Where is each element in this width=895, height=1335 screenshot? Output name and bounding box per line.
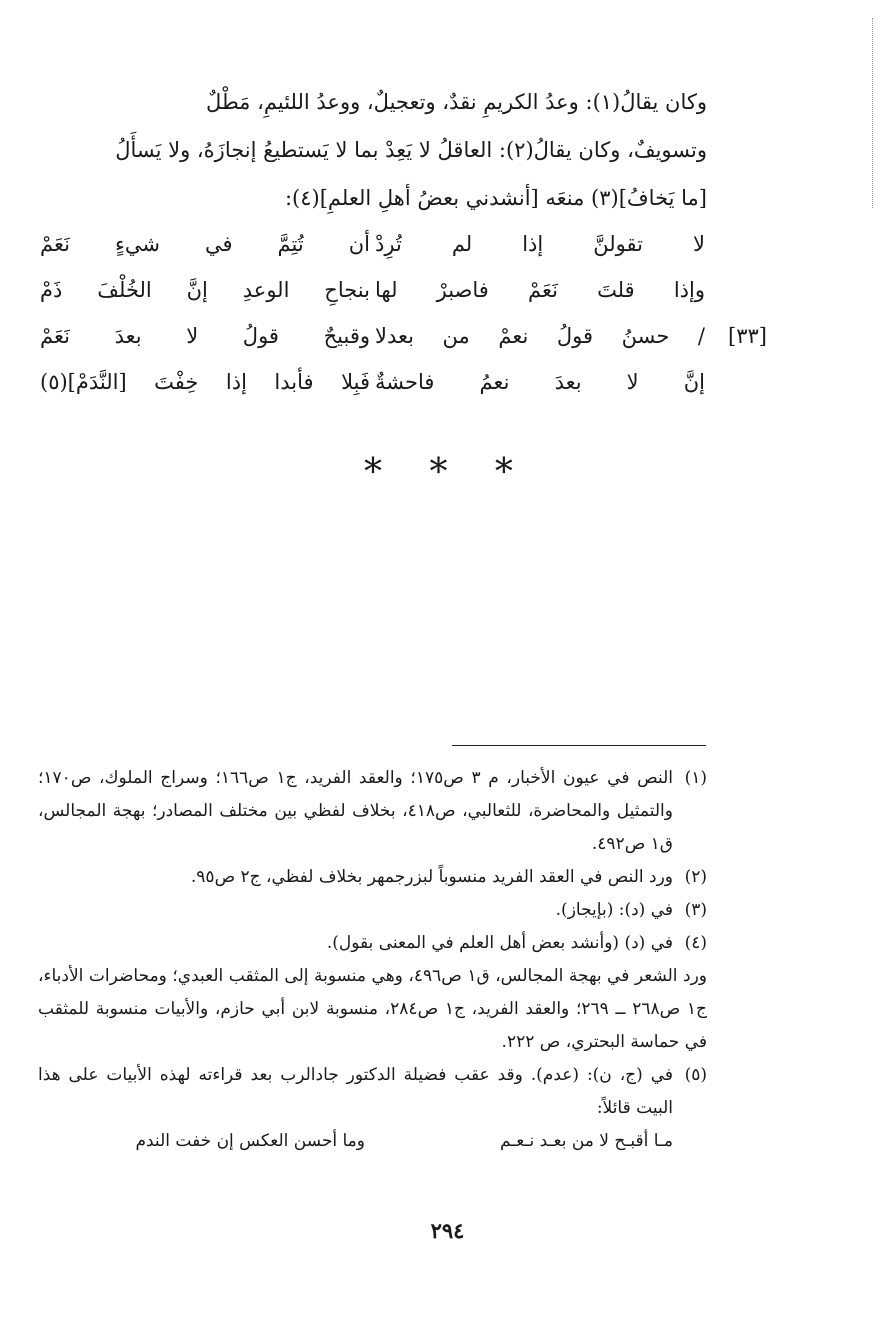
verse-first-hemistich: وإذا قلتَ نَعَمْ فاصبرْ لها [375, 278, 705, 302]
footnote [38, 861, 707, 894]
footnote-text: في (د) (وأنشد بعض أهل العلم في المعنى بقول). [326, 933, 673, 953]
footnote-verse [38, 1125, 707, 1161]
footnote [38, 894, 707, 927]
verse-second-hemistich: وقبيحٌ قولُ لا بعدَ نَعَمْ [40, 324, 370, 348]
poem-verse [40, 370, 705, 416]
footnote-verse-first: مـا أقبـح لا من بعـد نـعـم [499, 1131, 673, 1151]
page-number: ٢٩٤ [430, 1218, 465, 1243]
footnote-number: (٣) [684, 900, 707, 920]
verse-second-hemistich: أن تُتِمَّ في شيءٍ نَعَمْ [40, 232, 370, 256]
footnote-rule [452, 745, 706, 746]
verse-second-hemistich: بنجاحِ الوعدِ إنَّ الخُلْفَ ذَمْ [40, 278, 370, 302]
margin-scan-mark [872, 18, 874, 208]
footnote-number: (١) [684, 768, 707, 788]
prose-line: وكان يقالُ(١): وعدُ الكريمِ نقدٌ، وتعجيلٌ، ووعدُ اللئيمِ، مَطْلٌ [206, 90, 707, 114]
footnote [38, 1059, 707, 1125]
verse-first-hemistich: لا تقولنَّ إذا لم تُرِدْ [375, 232, 705, 256]
footnote [38, 927, 707, 960]
footnote-verse-second: وما أحسن العكس إن خفت الندم [135, 1131, 365, 1151]
footnote-number: (٢) [684, 867, 707, 887]
footnote-text: ورد الشعر في بهجة المجالس، ق١ ص٤٩٦، وهي منسوبة إلى المثقب العبدي؛ ومحاضرات الأدباء، ج١ ص٢٦٨ ــ ٢٦٩؛ والعقد الفريد، ج١ ص٢٨٤، منسوبة لابن أبي حازم، والأبيات منسوبة للمثقب في حماسة البحتري، ص ٢٢٢. [38, 966, 708, 1052]
footnotes [38, 762, 707, 1161]
verse-first-hemistich: إنَّ لا بعدَ نعمُ فاحشةٌ [375, 370, 705, 394]
manuscript-page-ref: [٣٣] [728, 324, 767, 348]
prose-line: [ما يَخافُ](٣) منعَه [أنشدني بعضُ أهلِ العلمِ](٤): [284, 186, 707, 210]
footnote-text: في (د): (بإيجاز). [555, 900, 673, 920]
poem-verse [40, 278, 705, 324]
poem [40, 232, 767, 416]
footnote [38, 762, 707, 861]
section-separator: * * * [364, 452, 531, 493]
prose-paragraph [40, 78, 707, 222]
footnote-number: (٤) [684, 933, 707, 953]
footnote-text: النص في عيون الأخبار، م ٣ ص١٧٥؛ والعقد الفريد، ج١ ص١٦٦؛ وسراج الملوك، ص١٧٠؛ والتمثيل والمحاضرة، للثعالبي، ص٤١٨، بخلاف لفظي بين مختلف المصادر؛ بهجة المجالس، ق١ ص٤٩٢. [38, 768, 673, 854]
verse-second-hemistich: فَبِلا فأبدا إذا خِفْتَ [النَّدَمْ](٥) [40, 370, 370, 394]
footnote-text: ورد النص في العقد الفريد منسوباً لبزرجمهر بخلاف لفظي، ج٢ ص٩٥. [190, 867, 673, 887]
poem-verse [40, 232, 705, 278]
footnote-text: في (ج، ن): (عدم). وقد عقب فضيلة الدكتور جادالرب بعد قراءته لهذه الأبيات على هذا البيت قائلاً: [38, 1065, 673, 1118]
footnote-continuation [38, 960, 707, 1059]
verse-first-hemistich: / حسنُ قولُ نعمْ من بعدلا [375, 324, 705, 348]
prose-line: وتسويفٌ، وكان يقالُ(٢): العاقلُ لا يَعِدْ بما لا يَستطيعُ إنجازَهُ، ولا يَسأَلُ [115, 138, 707, 162]
footnote-number: (٥) [684, 1065, 707, 1085]
poem-verse [40, 324, 767, 370]
